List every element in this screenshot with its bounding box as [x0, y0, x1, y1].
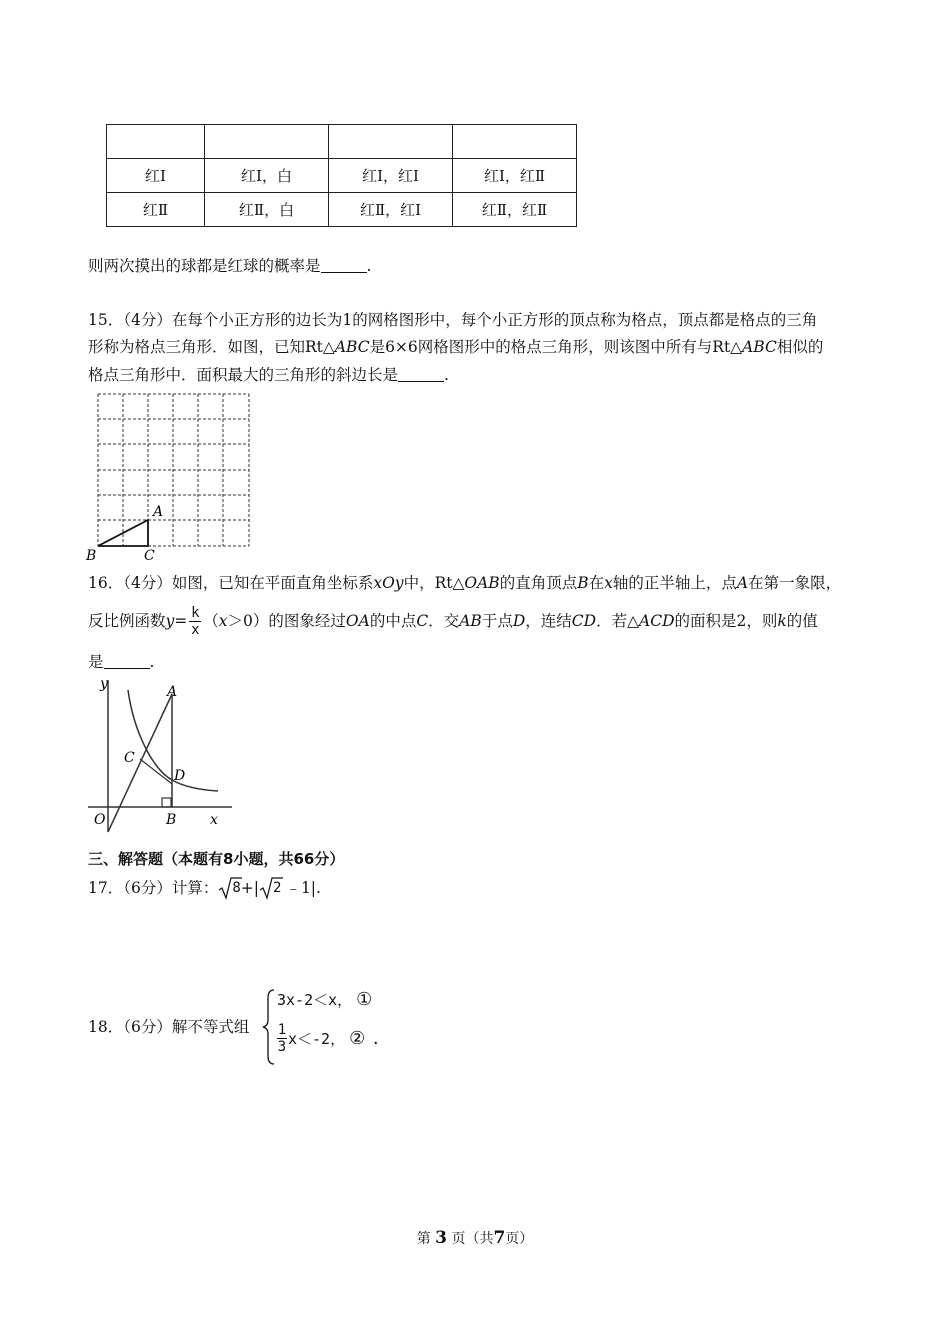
q16-text: 于点 — [481, 612, 513, 630]
q16-text: （ — [203, 612, 219, 630]
section-heading: 三、解答题（本题有8小题，共66分） — [88, 850, 345, 868]
q15-text: 相似的 — [776, 338, 824, 356]
label-c: C — [124, 750, 135, 766]
answer-blank — [321, 258, 367, 273]
q15-italic: ABC — [742, 338, 777, 356]
fraction-numerator: k — [191, 604, 200, 621]
q16-italic: D — [512, 612, 526, 630]
period: . — [371, 1029, 381, 1048]
q15-line3: 格点三角形中．面积最大的三角形的斜边长是 . — [88, 366, 449, 384]
q17-text: 17．（6分）计算： — [88, 879, 219, 897]
label-x: x — [210, 812, 218, 828]
segment-oa — [108, 694, 172, 832]
q16-italic: y — [165, 612, 175, 630]
inequality-1 — [277, 990, 372, 1010]
q16-text: 反比例函数 — [88, 612, 166, 630]
inequality-2 — [277, 1022, 380, 1055]
q16-italic: C — [416, 612, 429, 630]
q16-coordinate-figure — [84, 674, 234, 834]
label-b: B — [86, 548, 97, 562]
circled-number: ① — [356, 989, 373, 1010]
q16-italic: CD — [571, 612, 597, 630]
total-pages: 7 — [493, 1228, 506, 1248]
page-footer — [0, 1228, 950, 1248]
radicand: 8 — [232, 880, 241, 896]
q16-text: ，连结 — [525, 612, 572, 630]
label-o: O — [94, 812, 106, 828]
fraction-numerator: 1 — [277, 1022, 287, 1038]
q14-text: 则两次摸出的球都是红球的概率是 — [88, 257, 321, 275]
table-cell — [205, 125, 329, 159]
table-cell: 红Ⅱ，白 — [205, 193, 329, 227]
q15-text: 是6×6网格图形中的格点三角形，则该图中所有与Rt△ — [369, 338, 743, 356]
q16-text: 轴的正半轴上，点 — [612, 574, 737, 592]
q16-italic: OAB — [464, 574, 500, 592]
label-y: y — [100, 676, 108, 692]
radicand: 2 — [273, 880, 282, 896]
table-cell: 红Ⅱ，红Ⅱ — [453, 193, 577, 227]
q15-line2 — [88, 337, 823, 357]
q16-text: 的直角顶点 — [499, 574, 578, 592]
label-a: A — [167, 684, 178, 700]
triangle-abc — [98, 520, 148, 546]
table-cell — [107, 125, 205, 159]
footer-text: 第 — [416, 1231, 431, 1247]
q16-text: 16．（4分）如图，已知在平面直角坐标系 — [88, 574, 374, 592]
q16-italic: x — [604, 574, 613, 592]
q16-italic: B — [577, 574, 589, 592]
q15-text: 格点三角形中．面积最大的三角形的斜边长是 — [88, 366, 399, 384]
dashed-grid — [98, 394, 249, 546]
table-row — [107, 193, 577, 227]
q16-italic: k — [777, 612, 787, 630]
label-a: A — [153, 504, 164, 520]
q16-text: 在 — [588, 574, 605, 592]
q16-text: 是 — [88, 653, 104, 671]
footer-text: 页（共 — [451, 1231, 494, 1247]
table-cell: 红Ⅰ — [107, 159, 205, 193]
q17-line — [88, 876, 321, 900]
label-d: D — [174, 768, 186, 784]
fraction-denominator: x — [191, 621, 200, 638]
fraction-denominator: 3 — [277, 1039, 287, 1055]
q16-italic: ACD — [639, 612, 675, 630]
table-cell — [453, 125, 577, 159]
q16-italic: OA — [345, 612, 370, 630]
left-brace-icon — [262, 988, 276, 1066]
q16-text: 的中点 — [369, 612, 417, 630]
q16-line1 — [88, 573, 841, 593]
footer-text: 页） — [505, 1231, 534, 1247]
q16-text: ＞0）的图象经过 — [227, 612, 346, 630]
q16-text: ．若△ — [596, 612, 640, 630]
q16-line2 — [88, 602, 818, 640]
q17-text: ﹣1|. — [285, 879, 321, 897]
answer-blank — [104, 654, 150, 669]
q15-grid-figure — [84, 390, 260, 562]
q16-text: 中，Rt△ — [403, 574, 465, 592]
table-cell — [329, 125, 453, 159]
q16-text: 的值 — [786, 612, 818, 630]
q16-text: 的面积是2，则 — [674, 612, 778, 630]
hyperbola-curve — [128, 690, 218, 791]
q15-text: 形称为格点三角形．如图，已知Rt△ — [88, 338, 335, 356]
page-number: 3 — [435, 1228, 447, 1248]
q15-line1: 15．（4分）在每个小正方形的边长为1的网格图形中，每个小正方形的顶点称为格点，顶点都是格点的三角 — [88, 311, 818, 329]
q15-italic: ABC — [334, 338, 370, 356]
inequality-text: x＜-2， — [288, 1030, 346, 1048]
circled-number: ② — [349, 1028, 366, 1049]
right-angle-mark — [162, 798, 171, 807]
q16-italic: AB — [459, 612, 482, 630]
inequality-text: 3x-2＜x， — [277, 991, 353, 1009]
table-header-row — [107, 125, 577, 159]
q17-text: +| — [240, 879, 259, 897]
label-b: B — [166, 812, 177, 828]
q16-text: 在第一象限， — [748, 574, 842, 592]
table-cell: 红Ⅰ，白 — [205, 159, 329, 193]
q16-text: = — [174, 612, 188, 630]
table-cell: 红Ⅱ，红Ⅰ — [329, 193, 453, 227]
fraction-one-third — [277, 1022, 287, 1055]
table-cell: 红Ⅰ，红Ⅱ — [453, 159, 577, 193]
q16-italic: A — [736, 574, 749, 592]
table-row — [107, 159, 577, 193]
fraction-k-over-x — [189, 605, 201, 638]
q16-italic: x — [218, 612, 228, 630]
label-c: C — [144, 548, 155, 562]
outcome-table — [106, 124, 577, 227]
q18-prefix: 18．（6分）解不等式组 — [88, 1018, 250, 1036]
q16-text: ．交 — [428, 612, 460, 630]
answer-blank — [398, 367, 444, 382]
q14-answer-line: 则两次摸出的球都是红球的概率是 . — [88, 257, 372, 275]
table-cell: 红Ⅱ — [107, 193, 205, 227]
q16-italic: xOy — [373, 574, 404, 592]
q16-line3: 是 . — [88, 653, 155, 671]
table-cell: 红Ⅰ，红Ⅰ — [329, 159, 453, 193]
segment-cd — [140, 759, 172, 784]
